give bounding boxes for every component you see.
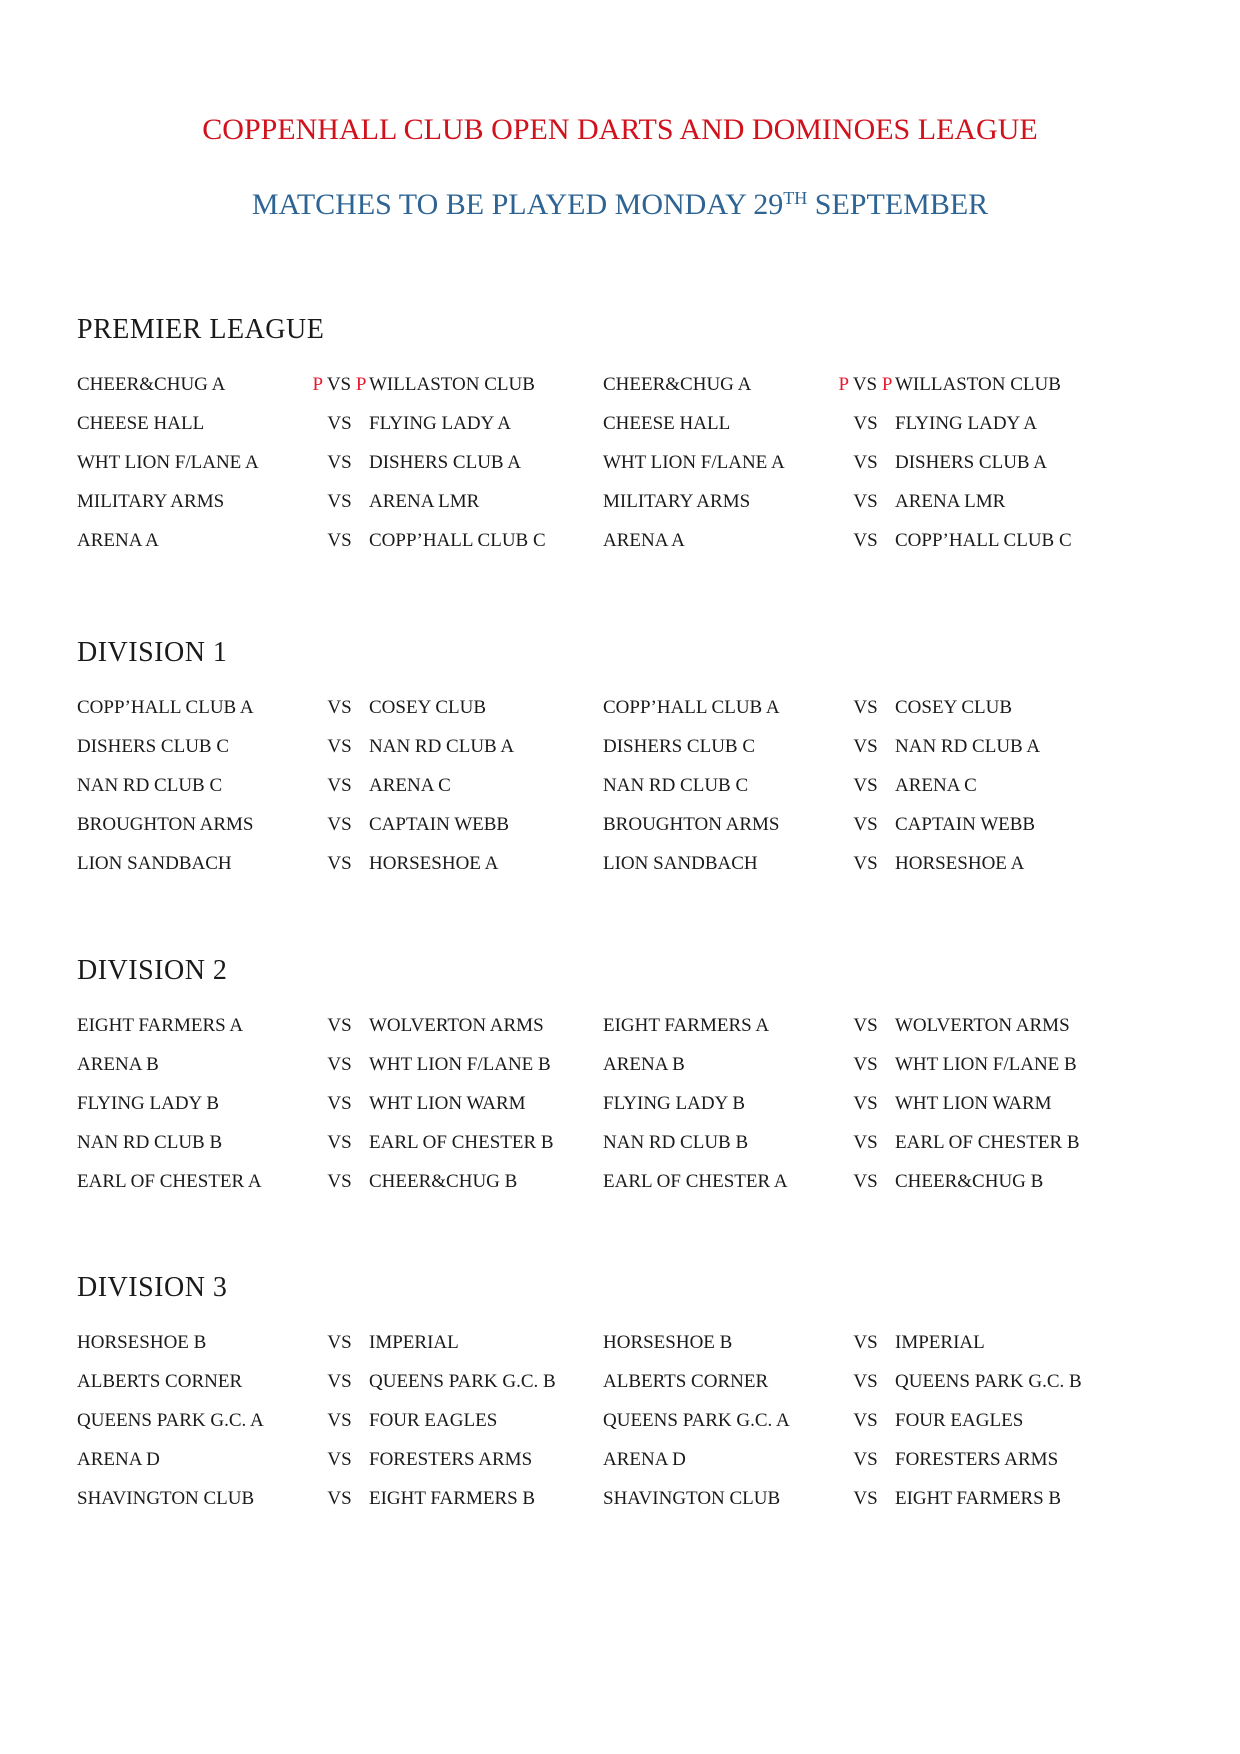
away-team: CAPTAIN WEBB xyxy=(895,814,1036,835)
fixture-row xyxy=(77,815,1137,854)
away-team: WILLASTON CLUB xyxy=(895,374,1061,395)
away-team: FOUR EAGLES xyxy=(369,1410,498,1431)
vs-label: VS xyxy=(327,452,352,473)
home-team: SHAVINGTON CLUB xyxy=(77,1488,255,1509)
league-section-division-3 xyxy=(77,1274,1137,1528)
home-team: CHEESE HALL xyxy=(77,413,205,434)
home-team: FLYING LADY B xyxy=(77,1093,219,1114)
home-team: ARENA B xyxy=(77,1054,159,1075)
home-team: EIGHT FARMERS A xyxy=(603,1015,770,1036)
vs-label: VS xyxy=(853,1488,878,1509)
home-team: DISHERS CLUB C xyxy=(77,736,230,757)
vs-label: VS xyxy=(327,853,352,874)
vs-label: VS xyxy=(853,736,878,757)
subtitle-suffix: SEPTEMBER xyxy=(807,188,989,221)
home-team: HORSESHOE B xyxy=(77,1332,207,1353)
away-team: QUEENS PARK G.C. B xyxy=(369,1371,556,1392)
subtitle-ordinal-superscript: TH xyxy=(783,188,808,208)
vs-label: VS xyxy=(327,1093,352,1114)
vs-label: VS xyxy=(327,1171,352,1192)
home-team: NAN RD CLUB C xyxy=(603,775,749,796)
home-team: EARL OF CHESTER A xyxy=(603,1171,788,1192)
fixture-rows xyxy=(77,698,1137,893)
vs-label: VS xyxy=(853,452,878,473)
away-team: WHT LION F/LANE B xyxy=(895,1054,1077,1075)
fixture-row xyxy=(77,1489,1137,1528)
home-team: HORSESHOE B xyxy=(603,1332,733,1353)
vs-label: VS xyxy=(852,374,878,395)
away-team: EIGHT FARMERS B xyxy=(895,1488,1062,1509)
away-team: DISHERS CLUB A xyxy=(369,452,522,473)
fixture-row xyxy=(77,1055,1137,1094)
vs-label: VS xyxy=(853,491,878,512)
league-section-premier-league xyxy=(77,316,1137,570)
away-team: IMPERIAL xyxy=(895,1332,985,1353)
home-team: ALBERTS CORNER xyxy=(77,1371,243,1392)
home-team: MILITARY ARMS xyxy=(603,491,751,512)
vs-label: VS xyxy=(327,413,352,434)
fixture-rows xyxy=(77,375,1137,570)
home-team: LION SANDBACH xyxy=(77,853,232,874)
away-team: QUEENS PARK G.C. B xyxy=(895,1371,1082,1392)
away-team: HORSESHOE A xyxy=(369,853,499,874)
postponed-p-icon: P xyxy=(881,374,893,395)
fixture-row xyxy=(77,776,1137,815)
vs-label: VS xyxy=(327,697,352,718)
home-team: NAN RD CLUB B xyxy=(603,1132,749,1153)
away-team: WHT LION WARM xyxy=(895,1093,1052,1114)
away-team: FLYING LADY A xyxy=(895,413,1037,434)
vs-label: VS xyxy=(853,413,878,434)
home-team: BROUGHTON ARMS xyxy=(77,814,254,835)
away-team: CAPTAIN WEBB xyxy=(369,814,510,835)
league-section-division-1 xyxy=(77,639,1137,893)
away-team: FORESTERS ARMS xyxy=(369,1449,533,1470)
postponed-vs-marker xyxy=(836,375,895,395)
fixture-row xyxy=(77,375,1137,414)
home-team: ARENA B xyxy=(603,1054,685,1075)
fixture-row xyxy=(77,492,1137,531)
away-team: NAN RD CLUB A xyxy=(895,736,1041,757)
vs-label: VS xyxy=(853,1132,878,1153)
vs-label: VS xyxy=(853,1054,878,1075)
section-heading: DIVISION 1 xyxy=(77,637,228,668)
away-team: COPP’HALL CLUB C xyxy=(895,530,1072,551)
home-team: ARENA A xyxy=(77,530,159,551)
away-team: COSEY CLUB xyxy=(895,697,1013,718)
vs-label: VS xyxy=(853,775,878,796)
vs-label: VS xyxy=(327,736,352,757)
away-team: EIGHT FARMERS B xyxy=(369,1488,536,1509)
home-team: EIGHT FARMERS A xyxy=(77,1015,244,1036)
vs-label: VS xyxy=(327,530,352,551)
away-team: FOUR EAGLES xyxy=(895,1410,1024,1431)
section-heading: DIVISION 3 xyxy=(77,1272,228,1303)
home-team: MILITARY ARMS xyxy=(77,491,225,512)
away-team: FORESTERS ARMS xyxy=(895,1449,1059,1470)
document-title: COPPENHALL CLUB OPEN DARTS AND DOMINOES LEAGUE xyxy=(202,113,1038,146)
vs-label: VS xyxy=(327,491,352,512)
fixture-row xyxy=(77,531,1137,570)
fixture-row xyxy=(77,1450,1137,1489)
postponed-p-icon: P xyxy=(838,374,849,395)
away-team: FLYING LADY A xyxy=(369,413,511,434)
fixture-row xyxy=(77,1333,1137,1372)
home-team: CHEER&CHUG A xyxy=(603,374,752,395)
vs-label: VS xyxy=(853,1371,878,1392)
home-team: EARL OF CHESTER A xyxy=(77,1171,262,1192)
vs-label: VS xyxy=(327,1332,352,1353)
home-team: ARENA A xyxy=(603,530,685,551)
home-team: ARENA D xyxy=(603,1449,686,1470)
away-team: ARENA C xyxy=(369,775,451,796)
home-team: COPP’HALL CLUB A xyxy=(77,697,254,718)
home-team: CHEER&CHUG A xyxy=(77,374,226,395)
vs-label: VS xyxy=(853,814,878,835)
postponed-p-icon: P xyxy=(312,374,323,395)
fixture-row xyxy=(77,1411,1137,1450)
home-team: FLYING LADY B xyxy=(603,1093,745,1114)
away-team: CHEER&CHUG B xyxy=(369,1171,518,1192)
fixture-row xyxy=(77,1372,1137,1411)
vs-label: VS xyxy=(327,1449,352,1470)
away-team: WOLVERTON ARMS xyxy=(895,1015,1070,1036)
vs-label: VS xyxy=(853,1093,878,1114)
vs-label: VS xyxy=(853,1332,878,1353)
vs-label: VS xyxy=(327,775,352,796)
postponed-p-icon: P xyxy=(355,374,367,395)
section-heading: DIVISION 2 xyxy=(77,955,228,986)
vs-label: VS xyxy=(326,374,352,395)
fixture-row xyxy=(77,698,1137,737)
vs-label: VS xyxy=(853,1449,878,1470)
postponed-vs-marker xyxy=(310,375,369,395)
away-team: ARENA LMR xyxy=(369,491,480,512)
home-team: CHEESE HALL xyxy=(603,413,731,434)
home-team: SHAVINGTON CLUB xyxy=(603,1488,781,1509)
vs-label: VS xyxy=(327,1371,352,1392)
fixture-row xyxy=(77,414,1137,453)
home-team: QUEENS PARK G.C. A xyxy=(77,1410,264,1431)
away-team: WOLVERTON ARMS xyxy=(369,1015,544,1036)
away-team: COSEY CLUB xyxy=(369,697,487,718)
league-section-division-2 xyxy=(77,957,1137,1211)
away-team: IMPERIAL xyxy=(369,1332,459,1353)
home-team: WHT LION F/LANE A xyxy=(77,452,259,473)
away-team: WHT LION F/LANE B xyxy=(369,1054,551,1075)
vs-label: VS xyxy=(327,814,352,835)
vs-label: VS xyxy=(853,853,878,874)
home-team: COPP’HALL CLUB A xyxy=(603,697,780,718)
away-team: HORSESHOE A xyxy=(895,853,1025,874)
home-team: BROUGHTON ARMS xyxy=(603,814,780,835)
away-team: WILLASTON CLUB xyxy=(369,374,535,395)
vs-label: VS xyxy=(327,1488,352,1509)
subtitle-prefix: MATCHES TO BE PLAYED MONDAY 29 xyxy=(251,188,784,221)
vs-label: VS xyxy=(327,1132,352,1153)
away-team: EARL OF CHESTER B xyxy=(369,1132,554,1153)
fixture-row xyxy=(77,1016,1137,1055)
home-team: DISHERS CLUB C xyxy=(603,736,756,757)
away-team: COPP’HALL CLUB C xyxy=(369,530,546,551)
section-heading: PREMIER LEAGUE xyxy=(77,314,325,345)
vs-label: VS xyxy=(853,697,878,718)
fixture-row xyxy=(77,1094,1137,1133)
away-team: ARENA LMR xyxy=(895,491,1006,512)
away-team: WHT LION WARM xyxy=(369,1093,526,1114)
vs-label: VS xyxy=(853,1171,878,1192)
away-team: EARL OF CHESTER B xyxy=(895,1132,1080,1153)
fixture-row xyxy=(77,854,1137,893)
vs-label: VS xyxy=(327,1410,352,1431)
away-team: ARENA C xyxy=(895,775,977,796)
home-team: NAN RD CLUB B xyxy=(77,1132,223,1153)
vs-label: VS xyxy=(327,1054,352,1075)
away-team: DISHERS CLUB A xyxy=(895,452,1048,473)
home-team: WHT LION F/LANE A xyxy=(603,452,785,473)
fixture-rows xyxy=(77,1016,1137,1211)
away-team: NAN RD CLUB A xyxy=(369,736,515,757)
fixture-row xyxy=(77,737,1137,776)
vs-label: VS xyxy=(853,1015,878,1036)
fixture-row xyxy=(77,453,1137,492)
home-team: NAN RD CLUB C xyxy=(77,775,223,796)
fixture-rows xyxy=(77,1333,1137,1528)
vs-label: VS xyxy=(853,1410,878,1431)
vs-label: VS xyxy=(853,530,878,551)
home-team: QUEENS PARK G.C. A xyxy=(603,1410,790,1431)
document-subtitle xyxy=(0,189,1240,220)
away-team: CHEER&CHUG B xyxy=(895,1171,1044,1192)
home-team: ARENA D xyxy=(77,1449,160,1470)
fixture-row xyxy=(77,1133,1137,1172)
home-team: ALBERTS CORNER xyxy=(603,1371,769,1392)
vs-label: VS xyxy=(327,1015,352,1036)
fixture-row xyxy=(77,1172,1137,1211)
home-team: LION SANDBACH xyxy=(603,853,758,874)
